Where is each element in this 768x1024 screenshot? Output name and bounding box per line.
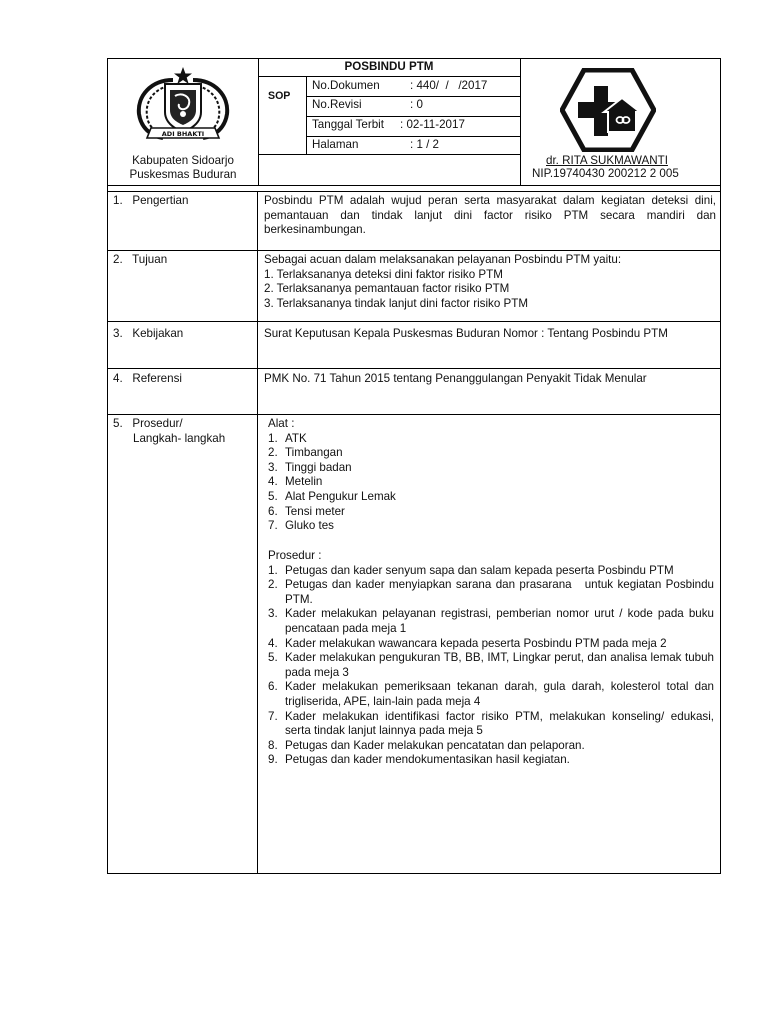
table-rule-after-kebijakan [107,368,721,369]
field-label-no-revisi: No.Revisi [312,98,362,111]
step-text: Petugas dan kader mendokumentasikan hasil kegiatan. [285,753,570,767]
table-rule-after-pengertian [107,250,721,251]
alat-item-text: Tinggi badan [285,460,352,474]
section-rule-divider [257,191,258,874]
header-rule-title [258,76,520,77]
org-puskesmas: Puskesmas Buduran [129,168,237,181]
alat-item-text: Gluko tes [285,519,334,533]
prosedur-step [268,753,714,768]
sop-label: SOP [268,90,291,102]
step-number: 5. [268,651,278,665]
step-number: 9. [268,753,278,767]
section-label-kebijakan: 3. Kebijakan [113,327,184,340]
field-value-no-revisi: : 0 [410,98,423,111]
tujuan-item: 3. Terlaksananya tindak lanjut dini factor risiko PTM [264,296,528,310]
prosedur-step [268,578,718,607]
field-label-tanggal-terbit: Tanggal Terbit [312,118,384,131]
org-regency: Kabupaten Sidoarjo [132,154,234,167]
alat-item [268,519,708,534]
step-number: 3. [268,607,278,621]
signer-nip: NIP.19740430 200212 2 005 [532,167,679,180]
alat-title: Alat : [268,417,295,430]
field-value-tanggal-terbit: : 02-11-2017 [400,118,465,131]
step-number: 7. [268,709,278,723]
alat-item-text: Metelin [285,475,323,489]
step-text: Petugas dan kader menyiapkan sarana dan prasarana untuk kegiatan Posbindu PTM. [285,578,718,606]
header-rule-3 [306,136,520,137]
prosedur-step [268,651,714,680]
table-rule-header-bottom [107,185,721,186]
alat-item-text: ATK [285,431,307,445]
signer-name: dr. RITA SUKMAWANTI [546,154,668,167]
prosedur-step [268,739,714,754]
section-label-pengertian: 1. Pengertian [113,194,189,207]
field-label-no-dokumen: No.Dokumen [312,79,380,92]
alat-item-number: 2. [268,446,278,460]
header-rule-4 [258,154,520,155]
prosedur-step [268,607,714,636]
alat-item-text: Tensi meter [285,504,345,518]
section-label-referensi: 4. Referensi [113,372,182,385]
table-rule-top [107,58,721,59]
step-text: Kader melakukan pengukuran TB, BB, IMT, Lingkar perut, dan analisa lemak tubuh pada meja 3 [285,651,714,679]
step-text: Kader melakukan identifikasi factor risiko PTM, melakukan konseling/ edukasi, serta tindak lanjut lainnya pada meja 5 [285,709,714,738]
field-value-no-dokumen: : 440/ / /2017 [410,79,488,92]
header-rule-2 [306,116,520,117]
regency-seal-logo [133,66,233,144]
alat-item-number: 1. [268,431,278,445]
tujuan-intro: Sebagai acuan dalam melaksanakan pelayanan Posbindu PTM yaitu: [264,253,622,266]
header-rule-1 [306,96,520,97]
alat-item-number: 4. [268,475,278,489]
step-text: Kader melakukan pemeriksaan tekanan darah, gula darah, kolesterol total dan trigliserida, APE, lain-lain pada meja 4 [285,680,714,708]
prosedur-steps-list [268,563,718,768]
step-number: 6. [268,680,278,694]
prosedur-step [268,680,714,709]
table-rule-right [720,58,721,874]
field-value-halaman: : 1 / 2 [410,138,440,151]
header-rule-col3 [520,58,521,186]
tujuan-item: 1. Terlaksananya deteksi dini faktor risiko PTM [264,267,503,281]
table-rule-after-tujuan [107,321,721,322]
alat-item-text: Alat Pengukur Lemak [285,489,396,503]
alat-item [268,505,708,520]
step-number: 1. [268,563,278,577]
alat-item-number: 3. [268,460,278,474]
alat-item [268,446,708,461]
alat-item-number: 5. [268,489,278,503]
alat-item [268,461,708,476]
step-text: Petugas dan kader senyum sapa dan salam kepada peserta Posbindu PTM [285,563,674,577]
step-number: 8. [268,738,278,752]
prosedur-step [268,710,714,739]
alat-item [268,432,708,447]
section-text-pengertian: Posbindu PTM adalah wujud peran serta masyarakat dalam kegiatan deteksi dini, pemantauan dan tindak lanjut dini factor risiko PTM secara mandiri dan berkesinambungan. [264,194,716,237]
section-label-langkah: Langkah- langkah [133,431,226,445]
prosedur-title: Prosedur : [268,549,322,562]
alat-item-number: 6. [268,504,278,518]
puskesmas-logo [560,68,656,152]
seal-motto: ADI BHAKTI [161,130,205,138]
alat-item [268,490,708,505]
alat-item [268,475,708,490]
header-rule-col1 [258,58,259,186]
alat-item-number: 7. [268,519,278,533]
step-text: Kader melakukan wawancara kepada peserta Posbindu PTM pada meja 2 [285,636,667,650]
header-rule-sop [306,76,307,155]
section-text-referensi: PMK No. 71 Tahun 2015 tentang Penanggulangan Penyakit Tidak Menular [264,372,647,385]
table-rule-after-referensi [107,414,721,415]
alat-list [268,432,708,534]
table-rule-section-top [107,191,721,192]
prosedur-step [268,637,714,652]
section-label-tujuan: 2. Tujuan [113,253,168,266]
table-rule-bottom [107,873,721,874]
document-title: POSBINDU PTM [344,60,434,73]
tujuan-item: 2. Terlaksananya pemantauan factor risiko PTM [264,282,510,296]
section-label-prosedur: 5. Prosedur/ [113,417,183,430]
step-text: Petugas dan Kader melakukan pencatatan dan pelaporan. [285,738,585,752]
section-text-kebijakan: Surat Keputusan Kepala Puskesmas Buduran Nomor : Tentang Posbindu PTM [264,327,668,340]
step-number: 4. [268,636,278,650]
prosedur-step [268,564,714,579]
alat-item-text: Timbangan [285,446,343,460]
step-text: Kader melakukan pelayanan registrasi, pemberian nomor urut / kode pada buku pencataan pada meja 1 [285,607,714,635]
field-label-halaman: Halaman [312,138,359,151]
step-number: 2. [268,578,278,592]
